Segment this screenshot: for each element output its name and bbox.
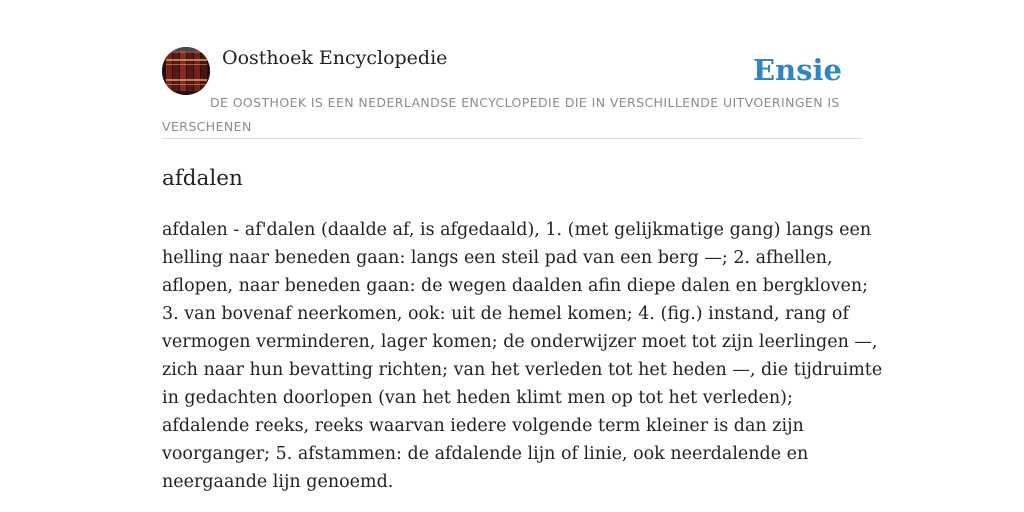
entry-body: [162, 216, 883, 496]
header-divider: [162, 138, 862, 139]
site-name-link[interactable]: Oosthoek Encyclopedie: [222, 47, 448, 69]
brand-logo-link[interactable]: Ensie: [753, 53, 842, 87]
entry-body-line: vermogen verminderen, lager komen; de onderwijzer moet tot zijn leerlingen —,: [162, 332, 878, 352]
entry-body-line: in gedachten doorlopen (van het heden klimt men op tot het verleden);: [162, 388, 793, 408]
entry-body-line: zich naar hun bevatting richten; van het verleden tot het heden —, die tijdruimte: [162, 360, 883, 380]
entry-body-line: 3. van bovenaf neerkomen, ook: uit de hemel komen; 4. (fig.) instand, rang of: [162, 304, 849, 324]
entry-body-line: helling naar beneden gaan: langs een steil pad van een berg —; 2. afhellen,: [162, 248, 833, 268]
entry-title: afdalen: [162, 166, 243, 191]
entry-body-line: aflopen, naar beneden gaan: de wegen daalden afin diepe dalen en bergkloven;: [162, 276, 869, 296]
entry-body-line: afdalende reeks, reeks waarvan iedere volgende term kleiner is dan zijn: [162, 416, 804, 436]
encyclopedia-books-icon[interactable]: [162, 47, 210, 95]
entry-card: [162, 0, 883, 512]
entry-body-line: afdalen - af'dalen (daalde af, is afgedaald), 1. (met gelijkmatige gang) langs een: [162, 220, 872, 240]
entry-body-line: voorganger; 5. afstammen: de afdalende lijn of linie, ook neerdalende en: [162, 444, 809, 464]
site-subtitle: DE OOSTHOEK IS EEN NEDERLANDSE ENCYCLOPEDIE DIE IN VERSCHILLENDE UITVOERINGEN IS VERSCHENEN: [162, 95, 840, 134]
entry-body-line: neergaande lijn genoemd.: [162, 472, 394, 492]
